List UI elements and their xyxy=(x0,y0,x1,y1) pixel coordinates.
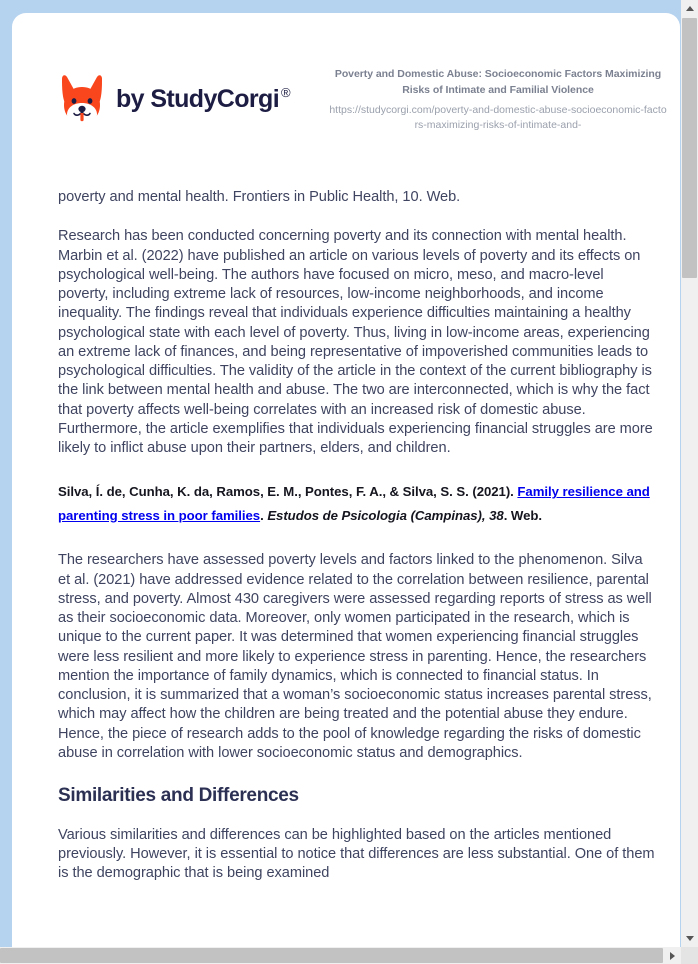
scrollbar-corner xyxy=(681,947,698,964)
document-page xyxy=(12,13,680,951)
arrow-down-icon xyxy=(686,936,694,941)
reference-link[interactable]: Family resilience and parenting stress in poor families xyxy=(58,484,650,523)
reference-after-link: . xyxy=(260,507,268,523)
document-title: Poverty and Domestic Abuse: Socioeconomic Factors Maximizing Risks of Intimate and Familial Violence xyxy=(334,68,662,97)
brand-wordmark-text: by StudyCorgi xyxy=(116,84,280,113)
document-url[interactable]: https://studycorgi.com/poverty-and-domestic-abuse-socioeconomic-factors-maximizing-risks-of-intimate-and- xyxy=(329,103,667,132)
paragraph-marbin: Research has been conducted concerning poverty and its connection with mental health. Marbin et al. (2022) have published an article on various levels of poverty and its effects on psychological well-being. The authors have focused on micro, meso, and macro-level poverty, including extreme lack of resources, low-income neighborhoods, and income inequality. The findings reveal that individuals experience difficulties maintaining a healthy psychological state with each level of poverty. Thus, living in low-income areas, experiencing an extreme lack of finances, and being representative of impoverished communities leads to psychological difficulties. The validity of the article in the context of the current bibliography is the link between mental health and abuse. The two are interconnected, which is why the fact that poverty affects well-being correlates with an increased risk of domestic abuse. Furthermore, the article exemplifies that individuals experiencing financial struggles are more likely to inflict abuse upon their partners, elders, and children. xyxy=(58,228,653,456)
paragraph-similarities: Various similarities and differences can be highlighted based on the articles mentioned previously. However, it is essential to notice that differences are less substantial. One of them is the demographic that is being examined xyxy=(58,826,655,882)
studycorgi-brand[interactable] xyxy=(58,73,290,125)
horizontal-scrollbar[interactable] xyxy=(0,947,698,964)
scroll-up-button[interactable] xyxy=(681,0,698,17)
reference-silva-2021 xyxy=(58,480,658,527)
paragraph-continued: poverty and mental health. Frontiers in Public Health, 10. Web. xyxy=(58,189,461,205)
document-header xyxy=(12,13,680,161)
reference-authors: Silva, Í. de, Cunha, K. da, Ramos, E. M., Pontes, F. A., & Silva, S. S. (2021). xyxy=(58,484,518,500)
vertical-scrollbar-thumb[interactable] xyxy=(682,18,697,278)
reference-trailing: . Web. xyxy=(503,507,542,523)
reference-journal: Estudos de Psicologia (Campinas), 38 xyxy=(267,507,504,523)
registered-trademark-icon: ® xyxy=(281,85,291,101)
document-content xyxy=(58,188,658,906)
arrow-right-icon xyxy=(670,952,675,960)
brand-wordmark xyxy=(116,85,290,114)
scroll-right-button[interactable] xyxy=(664,947,681,964)
paragraph-silva: The researchers have assessed poverty levels and factors linked to the phenomenon. Silva et al. (2021) have addressed evidence related to the correlation between resilience, parental stress, and poverty. Almost 430 caregivers were assessed regarding reports of stress as well as their socioeconomic data. Moreover, only women participated in the research, which is unique to the current paper. It was determined that women experiencing financial struggles were less resilient and more likely to experience stress in parenting. Hence, the researchers mention the importance of family dynamics, which is connected to financial status. In conclusion, it is summarized that a woman’s socioeconomic status increases parental stress, which may affect how the children are being treated and the potential abuse they endure. Hence, the piece of research adds to the pool of knowledge regarding the risks of domestic abuse in correlation with lower socioeconomic status and demographics. xyxy=(58,552,652,761)
section-heading-similarities-and-differences: Similarities and Differences xyxy=(58,785,299,806)
horizontal-scrollbar-thumb[interactable] xyxy=(0,948,663,963)
vertical-scrollbar[interactable] xyxy=(681,0,698,947)
header-meta xyxy=(328,66,668,134)
corgi-face-icon xyxy=(58,73,106,125)
scroll-down-button[interactable] xyxy=(681,930,698,947)
arrow-up-icon xyxy=(686,6,694,11)
